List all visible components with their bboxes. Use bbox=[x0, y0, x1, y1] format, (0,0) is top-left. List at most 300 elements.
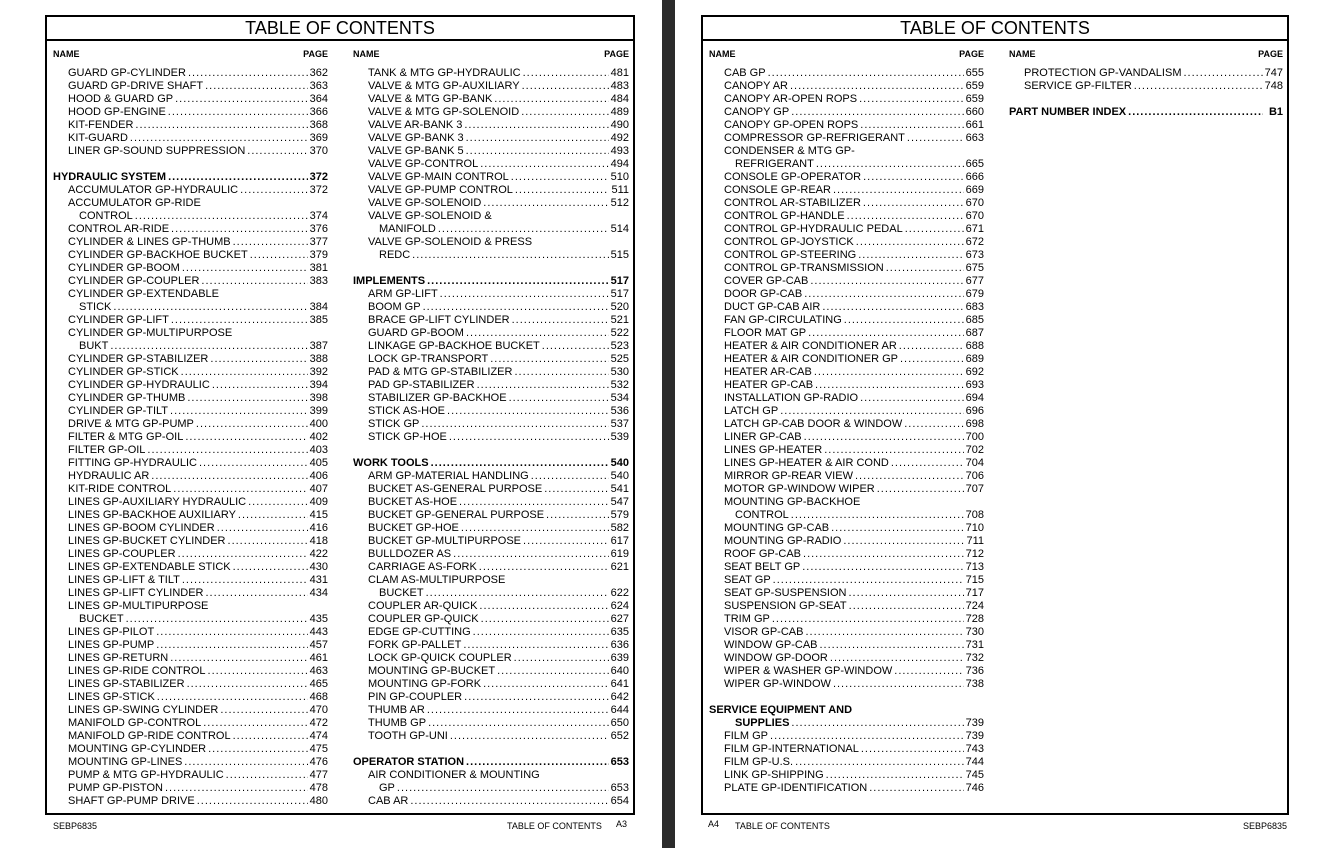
toc-entry[interactable] bbox=[709, 145, 984, 158]
entry-page: 520 bbox=[610, 301, 629, 313]
entry-name: VALVE & MTG GP-AUXILIARY bbox=[368, 80, 520, 92]
toc-entry[interactable] bbox=[53, 548, 328, 561]
toc-entry[interactable] bbox=[353, 431, 629, 444]
toc-entry[interactable] bbox=[53, 106, 328, 119]
toc-entry[interactable] bbox=[353, 691, 629, 704]
toc-entry[interactable] bbox=[709, 379, 984, 392]
toc-entry[interactable] bbox=[709, 509, 984, 522]
toc-entry[interactable] bbox=[709, 223, 984, 236]
toc-entry[interactable] bbox=[709, 327, 984, 340]
toc-entry[interactable] bbox=[353, 106, 629, 119]
toc-entry[interactable] bbox=[709, 418, 984, 431]
entry-page: 541 bbox=[610, 483, 629, 495]
entry-page: 670 bbox=[965, 197, 984, 209]
toc-entry[interactable] bbox=[53, 67, 328, 80]
toc-entry[interactable] bbox=[709, 158, 984, 171]
toc-entry[interactable] bbox=[53, 470, 328, 483]
dot-leader bbox=[248, 496, 308, 509]
toc-entry[interactable] bbox=[53, 301, 328, 314]
toc-entry[interactable] bbox=[709, 210, 984, 223]
toc-entry[interactable] bbox=[53, 600, 328, 613]
toc-entry[interactable] bbox=[53, 574, 328, 587]
toc-entry[interactable] bbox=[709, 626, 984, 639]
toc-entry[interactable] bbox=[353, 509, 629, 522]
entry-page: 517 bbox=[610, 288, 629, 300]
dot-leader bbox=[233, 561, 308, 574]
entry-page: 694 bbox=[965, 392, 984, 404]
toc-entry[interactable] bbox=[53, 704, 328, 717]
entry-page: 692 bbox=[965, 366, 984, 378]
dot-leader bbox=[531, 470, 609, 483]
toc-entry[interactable] bbox=[53, 418, 328, 431]
entry-page: 713 bbox=[965, 561, 984, 573]
entry-name: HOOD GP-ENGINE bbox=[68, 106, 166, 118]
toc-entry[interactable] bbox=[709, 496, 984, 509]
entry-name: CARRIAGE AS-FORK bbox=[368, 561, 477, 573]
dot-leader bbox=[157, 691, 308, 704]
entry-name: CAB GP bbox=[724, 67, 766, 79]
toc-entry[interactable] bbox=[709, 340, 984, 353]
entry-page: 704 bbox=[965, 457, 984, 469]
entry-page: 659 bbox=[965, 80, 984, 92]
toc-entry[interactable] bbox=[353, 483, 629, 496]
toc-entry[interactable] bbox=[709, 561, 984, 574]
toc-entry[interactable] bbox=[53, 587, 328, 600]
entry-page: 415 bbox=[309, 509, 328, 521]
toc-entry[interactable] bbox=[353, 574, 629, 587]
entry-name: CONTROL bbox=[735, 509, 789, 521]
toc-entry[interactable] bbox=[353, 379, 629, 392]
dot-leader bbox=[490, 353, 608, 366]
entry-page: 671 bbox=[965, 223, 984, 235]
header-name: NAME bbox=[1009, 49, 1036, 59]
entry-page: 679 bbox=[965, 288, 984, 300]
entry-page: 368 bbox=[309, 119, 328, 131]
toc-entry[interactable] bbox=[709, 392, 984, 405]
toc-entry[interactable] bbox=[53, 262, 328, 275]
entry-name: CONTROL bbox=[79, 210, 133, 222]
toc-entry[interactable] bbox=[709, 184, 984, 197]
toc-entry[interactable] bbox=[709, 535, 984, 548]
toc-section-heading[interactable] bbox=[53, 171, 328, 184]
toc-entry[interactable] bbox=[53, 431, 328, 444]
toc-entry[interactable] bbox=[353, 587, 629, 600]
toc-entry[interactable] bbox=[1009, 67, 1283, 80]
toc-entry[interactable] bbox=[53, 691, 328, 704]
toc-entry[interactable] bbox=[709, 236, 984, 249]
entry-name: CYLINDER GP-COUPLER bbox=[68, 275, 200, 287]
entry-name: GUARD GP-BOOM bbox=[368, 327, 464, 339]
toc-entry[interactable] bbox=[353, 496, 629, 509]
toc-entry[interactable] bbox=[353, 314, 629, 327]
toc-entry[interactable] bbox=[709, 80, 984, 93]
toc-entry[interactable] bbox=[53, 80, 328, 93]
toc-entry[interactable] bbox=[709, 782, 984, 795]
dot-leader bbox=[226, 769, 308, 782]
toc-entry[interactable] bbox=[53, 275, 328, 288]
toc-entry[interactable] bbox=[353, 366, 629, 379]
toc-entry[interactable] bbox=[53, 795, 328, 808]
toc-entry[interactable] bbox=[53, 444, 328, 457]
toc-entry[interactable] bbox=[353, 626, 629, 639]
dot-leader bbox=[450, 730, 609, 743]
dot-leader bbox=[463, 639, 608, 652]
dot-leader bbox=[181, 366, 308, 379]
entry-name: PUMP GP-PISTON bbox=[68, 782, 163, 794]
toc-entry[interactable] bbox=[53, 288, 328, 301]
dot-leader bbox=[512, 314, 609, 327]
toc-entry[interactable] bbox=[353, 782, 629, 795]
dot-leader bbox=[184, 756, 307, 769]
entry-page: 673 bbox=[965, 249, 984, 261]
toc-entry[interactable] bbox=[53, 93, 328, 106]
dot-leader bbox=[905, 223, 964, 236]
entry-name: CONTROL GP-STEERING bbox=[724, 249, 857, 261]
dot-leader bbox=[421, 418, 608, 431]
entry-page: 510 bbox=[610, 171, 629, 183]
dot-leader bbox=[877, 483, 964, 496]
toc-entry[interactable] bbox=[53, 392, 328, 405]
entry-page: 743 bbox=[965, 743, 984, 755]
entry-name: MOUNTING GP-FORK bbox=[368, 678, 482, 690]
entry-name: BUCKET AS-GENERAL PURPOSE bbox=[368, 483, 543, 495]
entry-name: CONTROL GP-HANDLE bbox=[724, 210, 845, 222]
toc-entry[interactable] bbox=[353, 678, 629, 691]
page-gutter bbox=[662, 0, 675, 848]
toc-entry[interactable] bbox=[709, 522, 984, 535]
entry-name: REFRIGERANT bbox=[735, 158, 814, 170]
toc-entry[interactable] bbox=[53, 132, 328, 145]
header-name: NAME bbox=[353, 49, 380, 59]
toc-entry[interactable] bbox=[709, 600, 984, 613]
entry-page: 539 bbox=[610, 431, 629, 443]
column-header bbox=[353, 49, 629, 63]
toc-section-heading[interactable] bbox=[1009, 106, 1283, 119]
toc-entry[interactable] bbox=[709, 132, 984, 145]
toc-entry[interactable] bbox=[709, 431, 984, 444]
toc-entry[interactable] bbox=[53, 769, 328, 782]
toc-column bbox=[709, 49, 984, 795]
toc-entry[interactable] bbox=[353, 665, 629, 678]
toc-entry[interactable] bbox=[353, 327, 629, 340]
toc-entry[interactable] bbox=[353, 613, 629, 626]
dot-leader bbox=[863, 197, 964, 210]
toc-entry[interactable] bbox=[709, 717, 984, 730]
dot-leader bbox=[466, 132, 609, 145]
entry-page: 685 bbox=[965, 314, 984, 326]
entry-page: 387 bbox=[309, 340, 328, 352]
toc-entry[interactable] bbox=[53, 756, 328, 769]
toc-entry[interactable] bbox=[709, 665, 984, 678]
toc-entry[interactable] bbox=[353, 93, 629, 106]
dot-leader bbox=[861, 743, 964, 756]
dot-leader bbox=[894, 665, 963, 678]
toc-entry[interactable] bbox=[53, 678, 328, 691]
toc-entry[interactable] bbox=[353, 535, 629, 548]
toc-entry[interactable] bbox=[1009, 80, 1283, 93]
toc-entry[interactable] bbox=[353, 184, 629, 197]
entry-name: LINES GP-HEATER bbox=[724, 444, 823, 456]
entry-name: LINES GP-LIFT & TILT bbox=[68, 574, 180, 586]
dot-leader bbox=[790, 80, 964, 93]
entry-page: 484 bbox=[610, 93, 629, 105]
entry-name: OPERATOR STATION bbox=[353, 756, 465, 768]
toc-entry[interactable] bbox=[353, 405, 629, 418]
entry-name: LINES GP-BOOM CYLINDER bbox=[68, 522, 215, 534]
entry-name: LINES GP-RIDE CONTROL bbox=[68, 665, 206, 677]
toc-entry[interactable] bbox=[53, 249, 328, 262]
toc-entry[interactable] bbox=[709, 613, 984, 626]
entry-page: 715 bbox=[965, 574, 984, 586]
toc-entry[interactable] bbox=[353, 561, 629, 574]
toc-entry[interactable] bbox=[353, 652, 629, 665]
dot-leader bbox=[494, 93, 608, 106]
toc-entry[interactable] bbox=[709, 678, 984, 691]
toc-entry[interactable] bbox=[353, 197, 629, 210]
toc-entry[interactable] bbox=[353, 210, 629, 223]
toc-entry[interactable] bbox=[709, 769, 984, 782]
toc-entry[interactable] bbox=[709, 301, 984, 314]
entry-name: ARM GP-LIFT bbox=[368, 288, 438, 300]
toc-entry[interactable] bbox=[353, 67, 629, 80]
toc-entry[interactable] bbox=[709, 587, 984, 600]
toc-entry[interactable] bbox=[53, 314, 328, 327]
toc-entry[interactable] bbox=[53, 457, 328, 470]
toc-entry[interactable] bbox=[353, 600, 629, 613]
dot-leader bbox=[891, 457, 964, 470]
toc-section-heading[interactable] bbox=[353, 756, 629, 769]
dot-leader bbox=[886, 262, 964, 275]
entry-page: 422 bbox=[309, 548, 328, 560]
dot-leader bbox=[844, 314, 964, 327]
toc-entry[interactable] bbox=[709, 483, 984, 496]
toc-entry[interactable] bbox=[53, 236, 328, 249]
toc-entry[interactable] bbox=[709, 470, 984, 483]
toc-entry[interactable] bbox=[353, 249, 629, 262]
entry-name: HEATER GP-CAB bbox=[724, 379, 814, 391]
toc-entry[interactable] bbox=[53, 626, 328, 639]
toc-entry[interactable] bbox=[709, 275, 984, 288]
dot-leader bbox=[860, 119, 963, 132]
toc-entry[interactable] bbox=[709, 743, 984, 756]
entry-page: 435 bbox=[309, 613, 328, 625]
toc-entry[interactable] bbox=[709, 756, 984, 769]
toc-entry[interactable] bbox=[709, 366, 984, 379]
toc-entry[interactable] bbox=[53, 743, 328, 756]
entry-page: 738 bbox=[965, 678, 984, 690]
toc-entry[interactable] bbox=[53, 119, 328, 132]
toc-entry[interactable] bbox=[353, 132, 629, 145]
toc-entry[interactable] bbox=[709, 171, 984, 184]
entry-name: PUMP & MTG GP-HYDRAULIC bbox=[68, 769, 224, 781]
toc-entry[interactable] bbox=[709, 353, 984, 366]
dot-leader bbox=[773, 574, 964, 587]
entry-page: 493 bbox=[610, 145, 629, 157]
toc-entry[interactable] bbox=[353, 730, 629, 743]
entry-page: 511 bbox=[611, 184, 629, 196]
toc-entry[interactable] bbox=[353, 288, 629, 301]
dot-leader bbox=[869, 782, 963, 795]
toc-entry[interactable] bbox=[353, 158, 629, 171]
dot-leader bbox=[522, 80, 609, 93]
toc-entry[interactable] bbox=[353, 340, 629, 353]
dot-leader bbox=[182, 574, 308, 587]
entry-name: LINES GP-PILOT bbox=[68, 626, 155, 638]
toc-entry[interactable] bbox=[353, 548, 629, 561]
toc-entry[interactable] bbox=[709, 730, 984, 743]
toc-entry[interactable] bbox=[53, 340, 328, 353]
toc-entry[interactable] bbox=[53, 223, 328, 236]
toc-entry[interactable] bbox=[53, 717, 328, 730]
entry-page: 665 bbox=[965, 158, 984, 170]
entry-name: COMPRESSOR GP-REFRIGERANT bbox=[724, 132, 905, 144]
entry-name: CONSOLE GP-REAR bbox=[724, 184, 831, 196]
toc-entry[interactable] bbox=[353, 171, 629, 184]
entry-name: VALVE GP-MAIN CONTROL bbox=[368, 171, 509, 183]
toc-entry[interactable] bbox=[709, 548, 984, 561]
toc-entry[interactable] bbox=[353, 639, 629, 652]
dot-leader bbox=[511, 171, 609, 184]
toc-entry[interactable] bbox=[353, 223, 629, 236]
toc-entry[interactable] bbox=[53, 535, 328, 548]
toc-entry[interactable] bbox=[709, 93, 984, 106]
toc-entry[interactable] bbox=[709, 652, 984, 665]
toc-section-heading[interactable] bbox=[709, 704, 984, 717]
toc-section-heading[interactable] bbox=[353, 457, 629, 470]
toc-entry[interactable] bbox=[353, 80, 629, 93]
dot-leader bbox=[247, 145, 307, 158]
toc-entry[interactable] bbox=[53, 379, 328, 392]
toc-entry[interactable] bbox=[53, 366, 328, 379]
toc-entry[interactable] bbox=[53, 483, 328, 496]
toc-entry[interactable] bbox=[709, 574, 984, 587]
toc-entry[interactable] bbox=[353, 522, 629, 535]
toc-entry[interactable] bbox=[709, 67, 984, 80]
toc-entry[interactable] bbox=[709, 106, 984, 119]
dot-leader bbox=[791, 717, 963, 730]
entry-name: BUKT bbox=[79, 340, 109, 352]
entry-page: 383 bbox=[309, 275, 328, 287]
entry-page: 483 bbox=[610, 80, 629, 92]
toc-entry[interactable] bbox=[53, 613, 328, 626]
entry-name: VALVE AR-BANK 3 bbox=[368, 119, 463, 131]
toc-entry[interactable] bbox=[53, 197, 328, 210]
toc-entry[interactable] bbox=[353, 769, 629, 782]
toc-entry[interactable] bbox=[53, 561, 328, 574]
toc-entry[interactable] bbox=[709, 288, 984, 301]
toc-entry[interactable] bbox=[709, 639, 984, 652]
toc-entry[interactable] bbox=[53, 405, 328, 418]
entry-page: 376 bbox=[309, 223, 328, 235]
toc-entry[interactable] bbox=[53, 730, 328, 743]
entry-page: 481 bbox=[610, 67, 629, 79]
entry-page: 434 bbox=[309, 587, 328, 599]
toc-entry[interactable] bbox=[709, 457, 984, 470]
dot-leader bbox=[863, 171, 964, 184]
dot-leader bbox=[804, 288, 963, 301]
toc-entry[interactable] bbox=[353, 704, 629, 717]
dot-leader bbox=[791, 509, 964, 522]
dot-leader bbox=[810, 275, 963, 288]
dot-leader bbox=[466, 327, 609, 340]
footer-doc-number: SEBP6835 bbox=[1243, 821, 1288, 831]
toc-entry[interactable] bbox=[709, 314, 984, 327]
entry-name: LOCK GP-QUICK COUPLER bbox=[368, 652, 512, 664]
toc-section-heading[interactable] bbox=[353, 275, 629, 288]
dot-leader bbox=[802, 561, 963, 574]
entry-page: 384 bbox=[309, 301, 328, 313]
toc-entry[interactable] bbox=[709, 444, 984, 457]
toc-entry[interactable] bbox=[709, 262, 984, 275]
toc-entry[interactable] bbox=[353, 236, 629, 249]
toc-entry[interactable] bbox=[353, 119, 629, 132]
toc-entry[interactable] bbox=[53, 353, 328, 366]
entry-name: VALVE GP-CONTROL bbox=[368, 158, 479, 170]
dot-leader bbox=[480, 158, 608, 171]
entry-page: 407 bbox=[309, 483, 328, 495]
entry-name: TRIM GP bbox=[724, 613, 770, 625]
toc-entry[interactable] bbox=[53, 145, 328, 158]
toc-entry[interactable] bbox=[709, 249, 984, 262]
entry-name: SEAT BELT GP bbox=[724, 561, 801, 573]
entry-page: 672 bbox=[965, 236, 984, 248]
toc-entry[interactable] bbox=[709, 197, 984, 210]
entry-name: LATCH GP-CAB DOOR & WINDOW bbox=[724, 418, 903, 430]
entry-name: LINES GP-AUXILIARY HYDRAULIC bbox=[68, 496, 247, 508]
toc-entry[interactable] bbox=[53, 210, 328, 223]
entry-page: 489 bbox=[610, 106, 629, 118]
dot-leader bbox=[427, 704, 609, 717]
toc-entry[interactable] bbox=[709, 405, 984, 418]
toc-entry[interactable] bbox=[353, 301, 629, 314]
toc-entry[interactable] bbox=[353, 470, 629, 483]
entry-name: LOCK GP-TRANSPORT bbox=[368, 353, 489, 365]
toc-entry[interactable] bbox=[53, 522, 328, 535]
entry-page: 370 bbox=[309, 145, 328, 157]
toc-entry[interactable] bbox=[53, 509, 328, 522]
entry-page: 661 bbox=[965, 119, 984, 131]
toc-entry[interactable] bbox=[353, 418, 629, 431]
toc-entry[interactable] bbox=[353, 392, 629, 405]
toc-entry[interactable] bbox=[53, 496, 328, 509]
entry-name: BUCKET AS-HOE bbox=[368, 496, 458, 508]
toc-entry[interactable] bbox=[353, 353, 629, 366]
dot-leader bbox=[768, 67, 964, 80]
entry-page: 403 bbox=[309, 444, 328, 456]
toc-entry[interactable] bbox=[353, 795, 629, 808]
dot-leader bbox=[220, 704, 307, 717]
toc-entry[interactable] bbox=[53, 327, 328, 340]
toc-entry[interactable] bbox=[53, 639, 328, 652]
dot-leader bbox=[859, 93, 964, 106]
dot-leader bbox=[521, 106, 608, 119]
toc-entry[interactable] bbox=[53, 665, 328, 678]
toc-entry[interactable] bbox=[53, 652, 328, 665]
toc-entry[interactable] bbox=[53, 782, 328, 795]
toc-entry[interactable] bbox=[709, 119, 984, 132]
dot-leader bbox=[497, 665, 609, 678]
entry-name: LINKAGE GP-BACKHOE BUCKET bbox=[368, 340, 540, 352]
entry-page: 746 bbox=[965, 782, 984, 794]
dot-leader bbox=[156, 639, 307, 652]
toc-entry[interactable] bbox=[53, 184, 328, 197]
toc-entry[interactable] bbox=[353, 717, 629, 730]
toc-entry[interactable] bbox=[353, 145, 629, 158]
dot-leader bbox=[542, 340, 609, 353]
entry-page: 377 bbox=[309, 236, 328, 248]
dot-leader bbox=[803, 548, 964, 561]
entry-page: 732 bbox=[965, 652, 984, 664]
